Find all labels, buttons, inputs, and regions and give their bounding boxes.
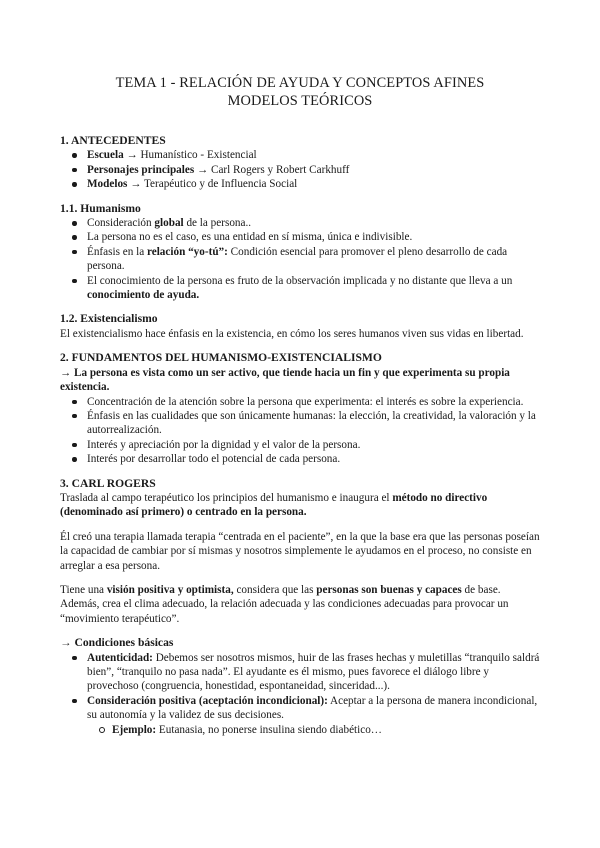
section-antecedentes-heading: 1. ANTECEDENTES — [60, 134, 166, 147]
text-run: Aceptar a la persona de manera incondicional, su autonomía y la validez de sus decisiones. — [87, 694, 538, 722]
text-run: de la persona.. — [183, 217, 252, 230]
list-item-key: Escuela — [87, 149, 124, 162]
condiciones-basicas-heading: → Condiciones básicas — [60, 636, 174, 650]
list-item-value: → Humanístico - Existencial — [123, 149, 257, 162]
humanismo-list — [60, 216, 540, 302]
list-item-key: Modelos — [87, 178, 128, 191]
text-run: Eutanasia, no ponerse insulina siendo diabético… — [156, 723, 382, 736]
fundamentos-lead-text: → La persona es vista como un ser activo, que tiende hacia un fin y que experimenta su propia existencia. — [60, 366, 510, 394]
rogers-paragraph-1 — [60, 491, 540, 520]
list-item: Énfasis en las cualidades que son únicamente humanas: la elección, la creatividad, la valoración y la autorrealización. — [60, 409, 540, 438]
fundamentos-lead — [60, 366, 540, 395]
text-run: Tiene una — [60, 583, 107, 596]
title-line-2: MODELOS TEÓRICOS — [227, 93, 373, 109]
text-run: Traslada al campo terapéutico los principios del humanismo e inaugura el — [60, 491, 393, 504]
list-item-key: Personajes principales — [87, 163, 195, 176]
list-item — [60, 694, 540, 723]
text-run-bold: Ejemplo: — [112, 723, 157, 736]
text-run: La persona no es el caso, es una entidad en sí misma, única e indivisible. — [87, 231, 413, 244]
sub-list-item — [60, 723, 540, 737]
text-run-bold: relación “yo-tú”: — [146, 245, 228, 258]
list-item: Interés y apreciación por la dignidad y el valor de la persona. — [60, 438, 540, 452]
text-run: considera que las — [233, 583, 317, 596]
text-run: Énfasis en la — [87, 245, 147, 258]
list-item: Concentración de la atención sobre la persona que experimenta: el interés es sobre la experiencia. — [60, 395, 540, 409]
text-run-bold: método no directivo (denominado así primero) o centrado en la persona. — [60, 491, 488, 519]
section-existencialismo-heading: 1.2. Existencialismo — [60, 312, 158, 326]
list-item — [60, 230, 540, 244]
section-humanismo-heading: 1.1. Humanismo — [60, 201, 141, 215]
document-title — [60, 74, 540, 110]
text-run: Consideración — [87, 217, 155, 230]
title-line-1: TEMA 1 - RELACIÓN DE AYUDA Y CONCEPTOS AFINES — [115, 75, 485, 91]
text-run: de base. Además, crea el clima adecuado, la relación adecuada y las condiciones adecuadas para provocar un “movimiento terapéutico”. — [60, 583, 509, 625]
list-item — [60, 245, 540, 274]
rogers-paragraph-2: Él creó una terapia llamada terapia “centrada en el paciente”, en la que la base era que las personas poseían la capacidad de cambiar por sí mismas y nosotros simplemente le ayudamos en el proceso, no consiste en arreglar a esa persona. — [60, 530, 540, 572]
list-item-value: → Terapéutico y de Influencia Social — [127, 178, 298, 191]
text-run: El conocimiento de la persona es fruto de la observación implicada y no distante que lleva a un — [87, 274, 513, 287]
section-carl-rogers-heading: 3. CARL ROGERS — [60, 476, 156, 490]
text-run-bold: conocimiento de ayuda. — [87, 289, 200, 302]
section-fundamentos-heading: 2. FUNDAMENTOS DEL HUMANISMO-EXISTENCIALISMO — [60, 351, 382, 365]
list-item — [60, 216, 540, 230]
antecedentes-list — [60, 148, 540, 191]
text-run-bold: personas son buenas y capaces — [316, 583, 462, 596]
list-item — [60, 177, 540, 191]
text-run-bold: visión positiva y optimista, — [106, 583, 234, 596]
text-run-bold: Autenticidad: — [87, 651, 153, 664]
condiciones-list — [60, 651, 540, 737]
list-item-value: → Carl Rogers y Robert Carkhuff — [194, 163, 350, 176]
list-item — [60, 274, 540, 303]
fundamentos-list — [60, 395, 540, 467]
list-item — [60, 163, 540, 177]
text-run: Condición esencial para promover el pleno desarrollo de cada persona. — [87, 245, 508, 273]
text-run-bold: global — [154, 217, 184, 230]
list-item — [60, 148, 540, 162]
rogers-paragraph-3 — [60, 583, 540, 626]
text-run-bold: Consideración positiva (aceptación incondicional): — [87, 694, 328, 707]
existencialismo-paragraph: El existencialismo hace énfasis en la existencia, en cómo los seres humanos viven sus vidas en libertad. — [60, 327, 524, 340]
text-run: Debemos ser nosotros mismos, huir de las frases hechas y muletillas “tranquilo saldrá bien”, “tranquilo no pasa nada”. El ayudante es él mismo, pues favorece el diálogo libre y provechoso (congruencia, honestidad, espontaneidad, sinceridad...). — [87, 651, 540, 693]
list-item: Interés por desarrollar todo el potencial de cada persona. — [60, 452, 540, 466]
list-item — [60, 651, 540, 694]
